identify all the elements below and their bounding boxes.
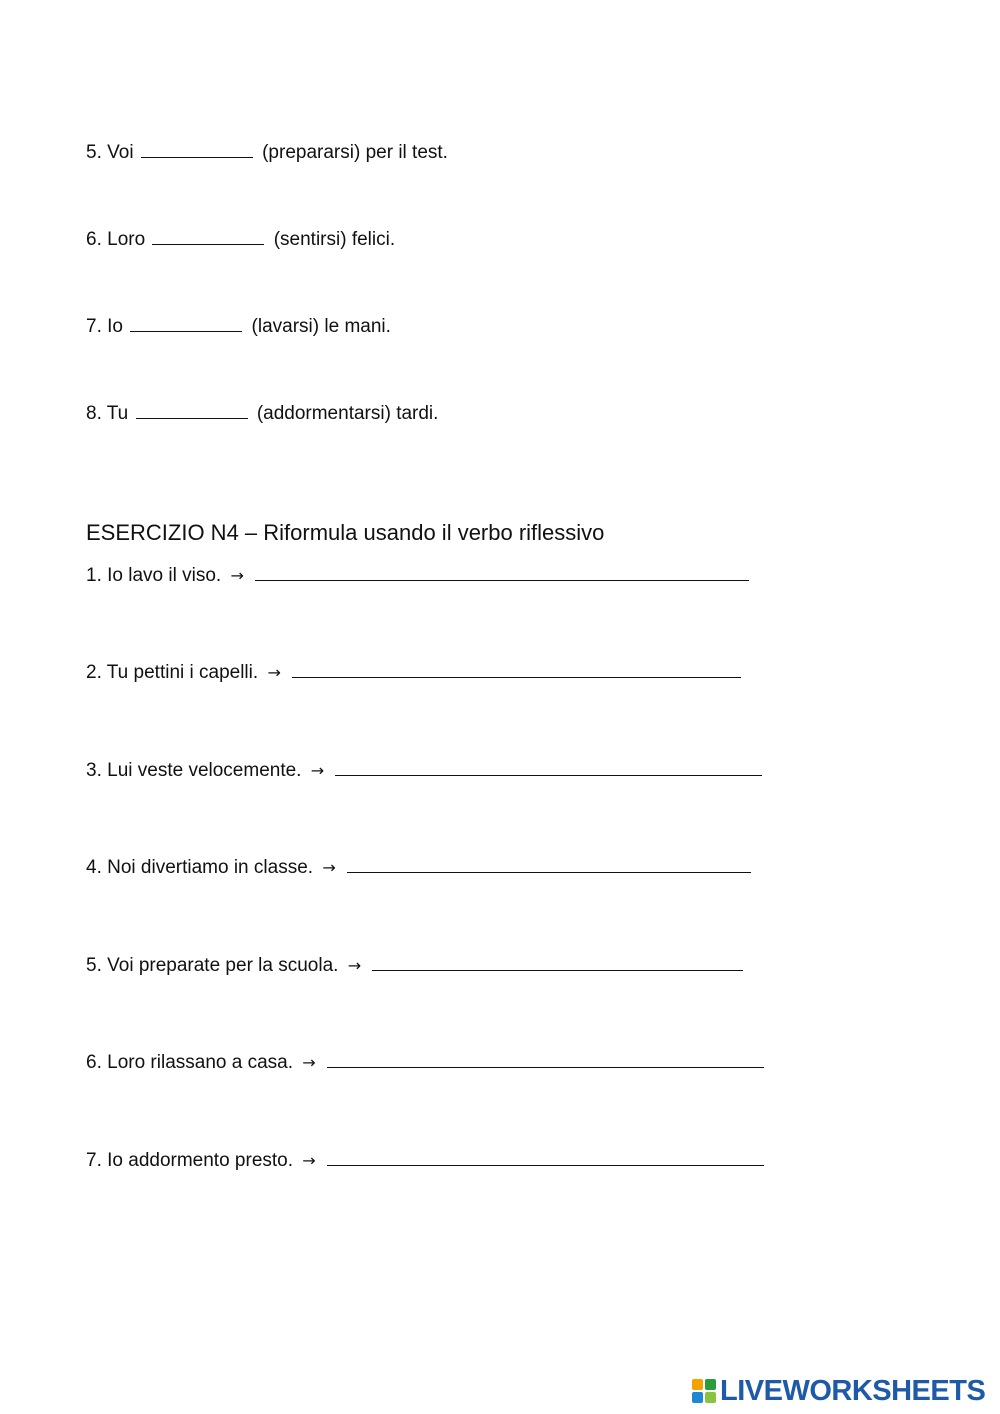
- arrow-right-icon: →: [230, 566, 244, 585]
- logo-tile-4: [705, 1392, 716, 1403]
- gap-exercise-6-subject: 6. Loro: [86, 229, 146, 250]
- rewrite-item-4-answer[interactable]: [347, 855, 751, 873]
- arrow-right-icon: →: [347, 956, 362, 975]
- rewrite-item-3-answer[interactable]: [335, 758, 762, 776]
- rewrite-item-2-answer[interactable]: [292, 660, 741, 678]
- rewrite-item-6: [86, 1050, 764, 1075]
- rewrite-item-7: [86, 1148, 764, 1173]
- gap-exercise-8-subject: 8. Tu: [86, 403, 129, 424]
- gap-exercise-6: [86, 227, 395, 252]
- arrow-right-icon: →: [302, 1053, 316, 1072]
- gap-exercise-5-blank[interactable]: [141, 140, 253, 158]
- rewrite-item-5-answer[interactable]: [372, 953, 743, 971]
- gap-exercise-6-blank[interactable]: [152, 227, 264, 245]
- rewrite-item-1-answer[interactable]: [255, 563, 749, 581]
- rewrite-item-5: [86, 953, 743, 978]
- rewrite-item-3-text: 3. Lui veste velocemente.: [86, 760, 302, 781]
- rewrite-item-4-text: 4. Noi divertiamo in classe.: [86, 857, 314, 878]
- logo-tile-2: [705, 1379, 716, 1390]
- exercise-4-title: ESERCIZIO N4 – Riformula usando il verbo riflessivo: [86, 520, 605, 545]
- rewrite-item-6-answer[interactable]: [327, 1050, 764, 1068]
- gap-exercise-8: [86, 401, 438, 426]
- logo-tile-3: [692, 1392, 703, 1403]
- rewrite-item-2-text: 2. Tu pettini i capelli.: [86, 662, 259, 683]
- gap-exercise-8-hint: (addormentarsi) tardi.: [256, 403, 439, 424]
- gap-exercise-5-hint: (prepararsi) per il test.: [262, 142, 448, 163]
- gap-exercise-5-subject: 5. Voi: [86, 142, 134, 163]
- rewrite-item-7-answer[interactable]: [327, 1148, 764, 1166]
- gap-exercise-7: [86, 314, 391, 339]
- rewrite-item-3: [86, 758, 762, 783]
- arrow-right-icon: →: [267, 663, 281, 682]
- gap-exercise-8-blank[interactable]: [136, 401, 248, 419]
- rewrite-item-5-text: 5. Voi preparate per la scuola.: [86, 955, 339, 976]
- gap-exercise-6-hint: (sentirsi) felici.: [273, 229, 396, 250]
- gap-exercise-7-hint: (lavarsi) le mani.: [251, 316, 391, 337]
- rewrite-item-7-text: 7. Io addormento presto.: [86, 1150, 294, 1171]
- rewrite-item-1: [86, 563, 749, 588]
- liveworksheets-wordmark: LIVEWORKSHEETS: [720, 1374, 986, 1407]
- rewrite-item-1-text: 1. Io lavo il viso.: [86, 565, 222, 586]
- rewrite-item-2: [86, 660, 741, 685]
- gap-exercise-7-subject: 7. Io: [86, 316, 123, 337]
- arrow-right-icon: →: [302, 1151, 316, 1170]
- liveworksheets-logo-icon: [692, 1379, 716, 1403]
- rewrite-item-6-text: 6. Loro rilassano a casa.: [86, 1052, 294, 1073]
- gap-exercise-5: [86, 140, 448, 165]
- liveworksheets-brand: [692, 1374, 985, 1408]
- rewrite-item-4: [86, 855, 751, 880]
- arrow-right-icon: →: [310, 761, 325, 780]
- arrow-right-icon: →: [322, 858, 336, 877]
- gap-exercise-7-blank[interactable]: [130, 314, 242, 332]
- logo-tile-1: [692, 1379, 703, 1390]
